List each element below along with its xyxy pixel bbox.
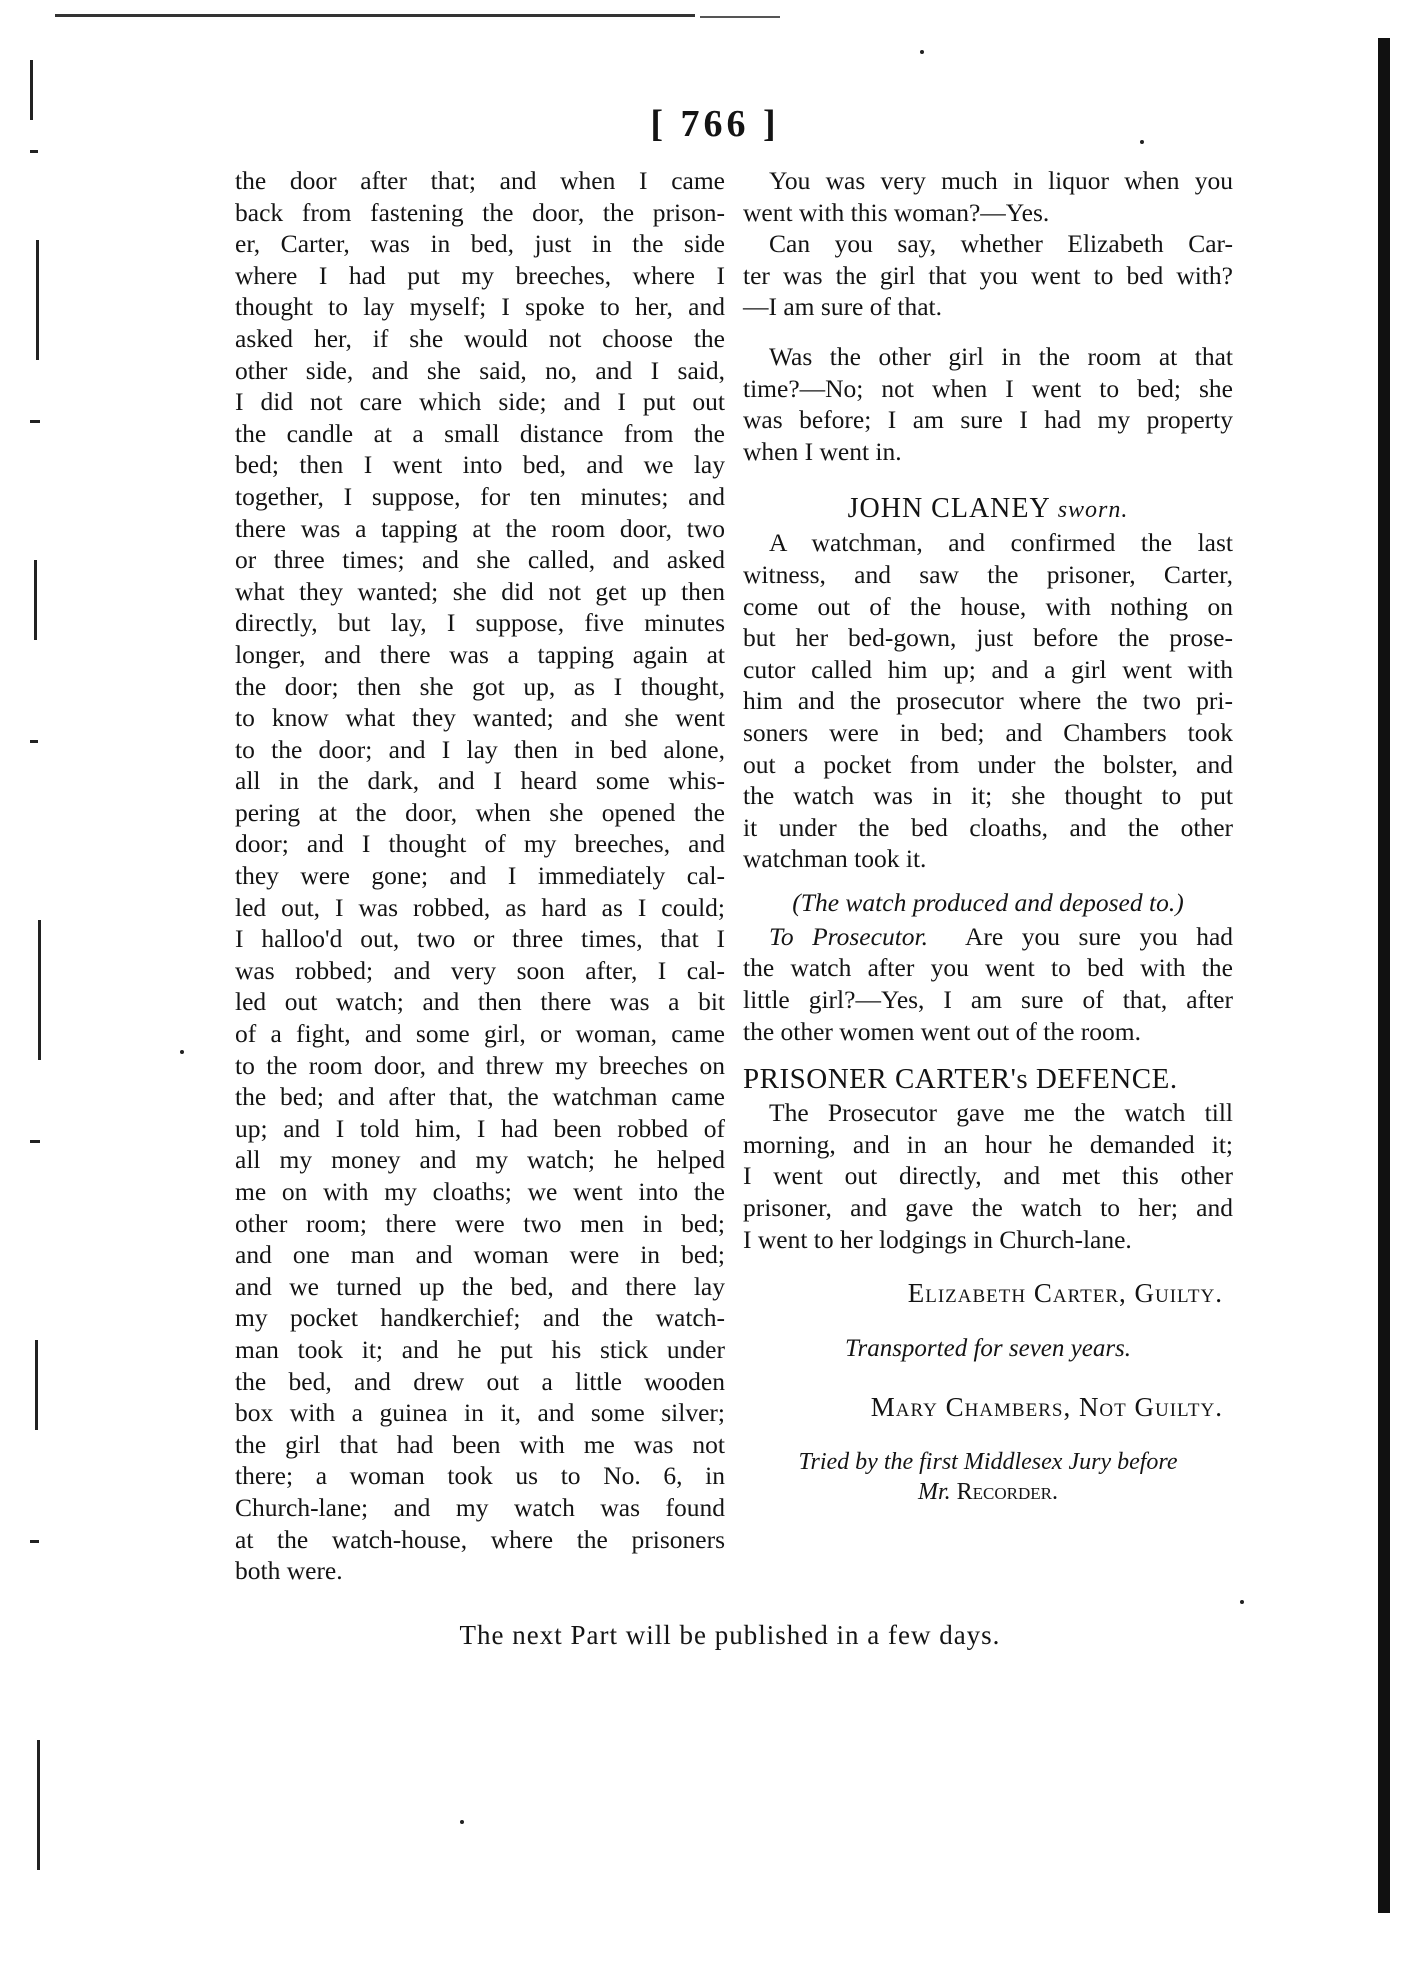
witness-name: JOHN CLANEY — [847, 493, 1050, 525]
text-line: Are you sure you had — [965, 921, 1234, 951]
text-line: the bed; and after that, the watchman came — [235, 1082, 725, 1112]
text-line: the other women went out of the room. — [743, 1016, 1141, 1046]
trial-note-line-1: Tried by the first Middlesex Jury before — [798, 1449, 1178, 1476]
text-line: other side, and she said, no, and I said, — [235, 355, 725, 385]
text-line: directly, but lay, I suppose, five minutes — [235, 608, 725, 638]
question-answer — [743, 341, 1233, 467]
print-speck — [460, 1820, 464, 1824]
text-line: You was very much in liquor when you — [769, 166, 1233, 195]
text-line: I went out directly, and met this other — [743, 1161, 1233, 1191]
page-top-edge-fragment — [700, 16, 780, 18]
text-line: and we turned up the bed, and there lay — [235, 1271, 725, 1301]
text-line: The Prosecutor gave me the watch till — [769, 1098, 1233, 1128]
text-line: or three times; and she called, and asked — [235, 545, 725, 575]
text-line: they were gone; and I immediately cal- — [235, 861, 725, 891]
text-line: of a fight, and some girl, or woman, came — [235, 1019, 725, 1049]
left-column — [235, 165, 725, 1587]
print-speck — [180, 1050, 184, 1054]
trial-note-mr: Mr. — [917, 1479, 951, 1506]
page-right-edge-shadow — [1378, 38, 1390, 1913]
text-line: thought to lay myself; I spoke to her, and — [235, 292, 725, 322]
trial-note-recorder: Recorder. — [956, 1479, 1059, 1506]
page-left-edge-marks — [30, 40, 52, 1940]
right-column — [743, 165, 1233, 1507]
text-line: I did not care which side; and I put out — [235, 387, 725, 417]
text-line: my pocket handkerchief; and the watch- — [235, 1303, 725, 1333]
exhibit-note: (The watch produced and deposed to.) — [792, 887, 1184, 917]
page-number: [ 766 ] — [650, 103, 780, 145]
text-line: went with this woman?—Yes. — [743, 197, 1050, 227]
text-line: —I am sure of that. — [743, 292, 942, 322]
defence-statement — [743, 1097, 1233, 1255]
to-prosecutor-label: To Prosecutor. — [769, 921, 929, 951]
text-line: me on with my cloaths; we went into the — [235, 1177, 725, 1206]
text-line: when I went in. — [743, 436, 902, 466]
text-line: all my money and my watch; he helped — [235, 1145, 725, 1175]
text-line: Church-lane; and my watch was found — [235, 1492, 725, 1522]
text-line: Can you say, whether Elizabeth Car- — [769, 229, 1233, 259]
page-top-edge — [55, 14, 695, 17]
text-line: back from fastening the door, the prison- — [235, 197, 725, 227]
text-line: other room; there were two men in bed; — [235, 1208, 725, 1238]
text-line: witness, and saw the prisoner, Carter, — [743, 559, 1233, 589]
sentence-carter: Transported for seven years. — [844, 1335, 1132, 1363]
text-line: ter was the girl that you went to bed with? — [743, 260, 1233, 290]
text-line: the girl that had been with me was not — [235, 1429, 725, 1459]
witness-heading — [743, 491, 1233, 527]
text-line: soners were in bed; and Chambers took — [743, 717, 1233, 747]
text-line: longer, and there was a tapping again at — [235, 639, 725, 669]
print-speck — [920, 50, 924, 54]
print-speck — [1240, 1600, 1244, 1604]
text-line: at the watch-house, where the prisoners — [235, 1524, 725, 1554]
footer-notice: The next Part will be published in a few days. — [459, 1620, 1001, 1650]
text-line: door; and I thought of my breeches, and — [235, 829, 725, 859]
text-line: what they wanted; she did not get up then — [235, 576, 725, 606]
text-line: little girl?—Yes, I am sure of that, after — [743, 985, 1233, 1015]
text-line: the candle at a small distance from the — [235, 418, 725, 448]
verdict-chambers: Mary Chambers, Not Guilty. — [870, 1392, 1223, 1423]
text-line: but her bed-gown, just before the prose- — [743, 623, 1233, 653]
text-line: was robbed; and very soon after, I cal- — [235, 955, 725, 985]
print-speck — [1140, 140, 1144, 144]
text-line: together, I suppose, for ten minutes; and — [235, 481, 725, 511]
text-line: where I had put my breeches, where I — [235, 260, 725, 290]
text-line: asked her, if she would not choose the — [235, 323, 725, 353]
text-line: the bed, and drew out a little wooden — [235, 1366, 725, 1396]
text-line: morning, and in an hour he demanded it; — [743, 1129, 1233, 1159]
text-line: up; and I told him, I had been robbed of — [235, 1113, 725, 1143]
text-line: the watch was in it; she thought to put — [743, 781, 1233, 811]
text-line: the door; then she got up, as I thought, — [235, 671, 725, 701]
text-line: to know what they wanted; and she went — [235, 703, 725, 733]
to-prosecutor-exchange — [743, 921, 1233, 1047]
text-line: watchman took it. — [743, 844, 927, 874]
text-line: and one man and woman were in bed; — [235, 1240, 725, 1270]
text-line: both were. — [235, 1556, 343, 1586]
text-line: Was the other girl in the room at that — [769, 341, 1233, 371]
witness-testimony — [743, 527, 1233, 875]
text-line: led out, I was robbed, as hard as I could; — [235, 892, 725, 922]
text-line: led out watch; and then there was a bit — [235, 987, 725, 1017]
verdict-carter: Elizabeth Carter, Guilty. — [907, 1278, 1223, 1309]
text-line: him and the prosecutor where the two pri- — [743, 686, 1233, 716]
question-answer — [743, 228, 1233, 323]
text-line: the watch after you went to bed with the — [743, 953, 1233, 983]
text-line: bed; then I went into bed, and we lay — [235, 450, 725, 480]
defence-heading: PRISONER CARTER's DEFENCE. — [743, 1063, 1178, 1096]
text-line: I halloo'd out, two or three times, that I — [235, 924, 725, 954]
text-line: box with a guinea in it, and some silver; — [235, 1398, 725, 1428]
text-line: there was a tapping at the room door, two — [235, 513, 725, 543]
text-line: er, Carter, was in bed, just in the side — [235, 229, 725, 259]
text-line: out a pocket from under the bolster, and — [743, 749, 1233, 779]
text-line: come out of the house, with nothing on — [743, 591, 1233, 621]
text-line: pering at the door, when she opened the — [235, 797, 725, 827]
text-line: prisoner, and gave the watch to her; and — [743, 1193, 1233, 1223]
text-line: I went to her lodgings in Church-lane. — [743, 1224, 1132, 1254]
witness-sworn: sworn. — [1057, 497, 1129, 524]
text-line: A watchman, and confirmed the last — [769, 528, 1233, 558]
text-line: all in the dark, and I heard some whis- — [235, 766, 725, 796]
text-line: was before; I am sure I had my property — [743, 405, 1233, 435]
text-line: man took it; and he put his stick under — [235, 1334, 725, 1364]
text-line: cutor called him up; and a girl went with — [743, 654, 1233, 684]
question-answer — [743, 165, 1233, 228]
text-line: time?—No; not when I went to bed; she — [743, 373, 1233, 403]
text-line: there; a woman took us to No. 6, in — [235, 1461, 725, 1491]
trial-note — [743, 1447, 1233, 1507]
text-line: the door after that; and when I came — [235, 166, 725, 195]
text-line: to the room door, and threw my breeches on — [235, 1050, 725, 1080]
text-line: to the door; and I lay then in bed alone, — [235, 734, 725, 764]
text-line: it under the bed cloaths, and the other — [743, 812, 1233, 842]
